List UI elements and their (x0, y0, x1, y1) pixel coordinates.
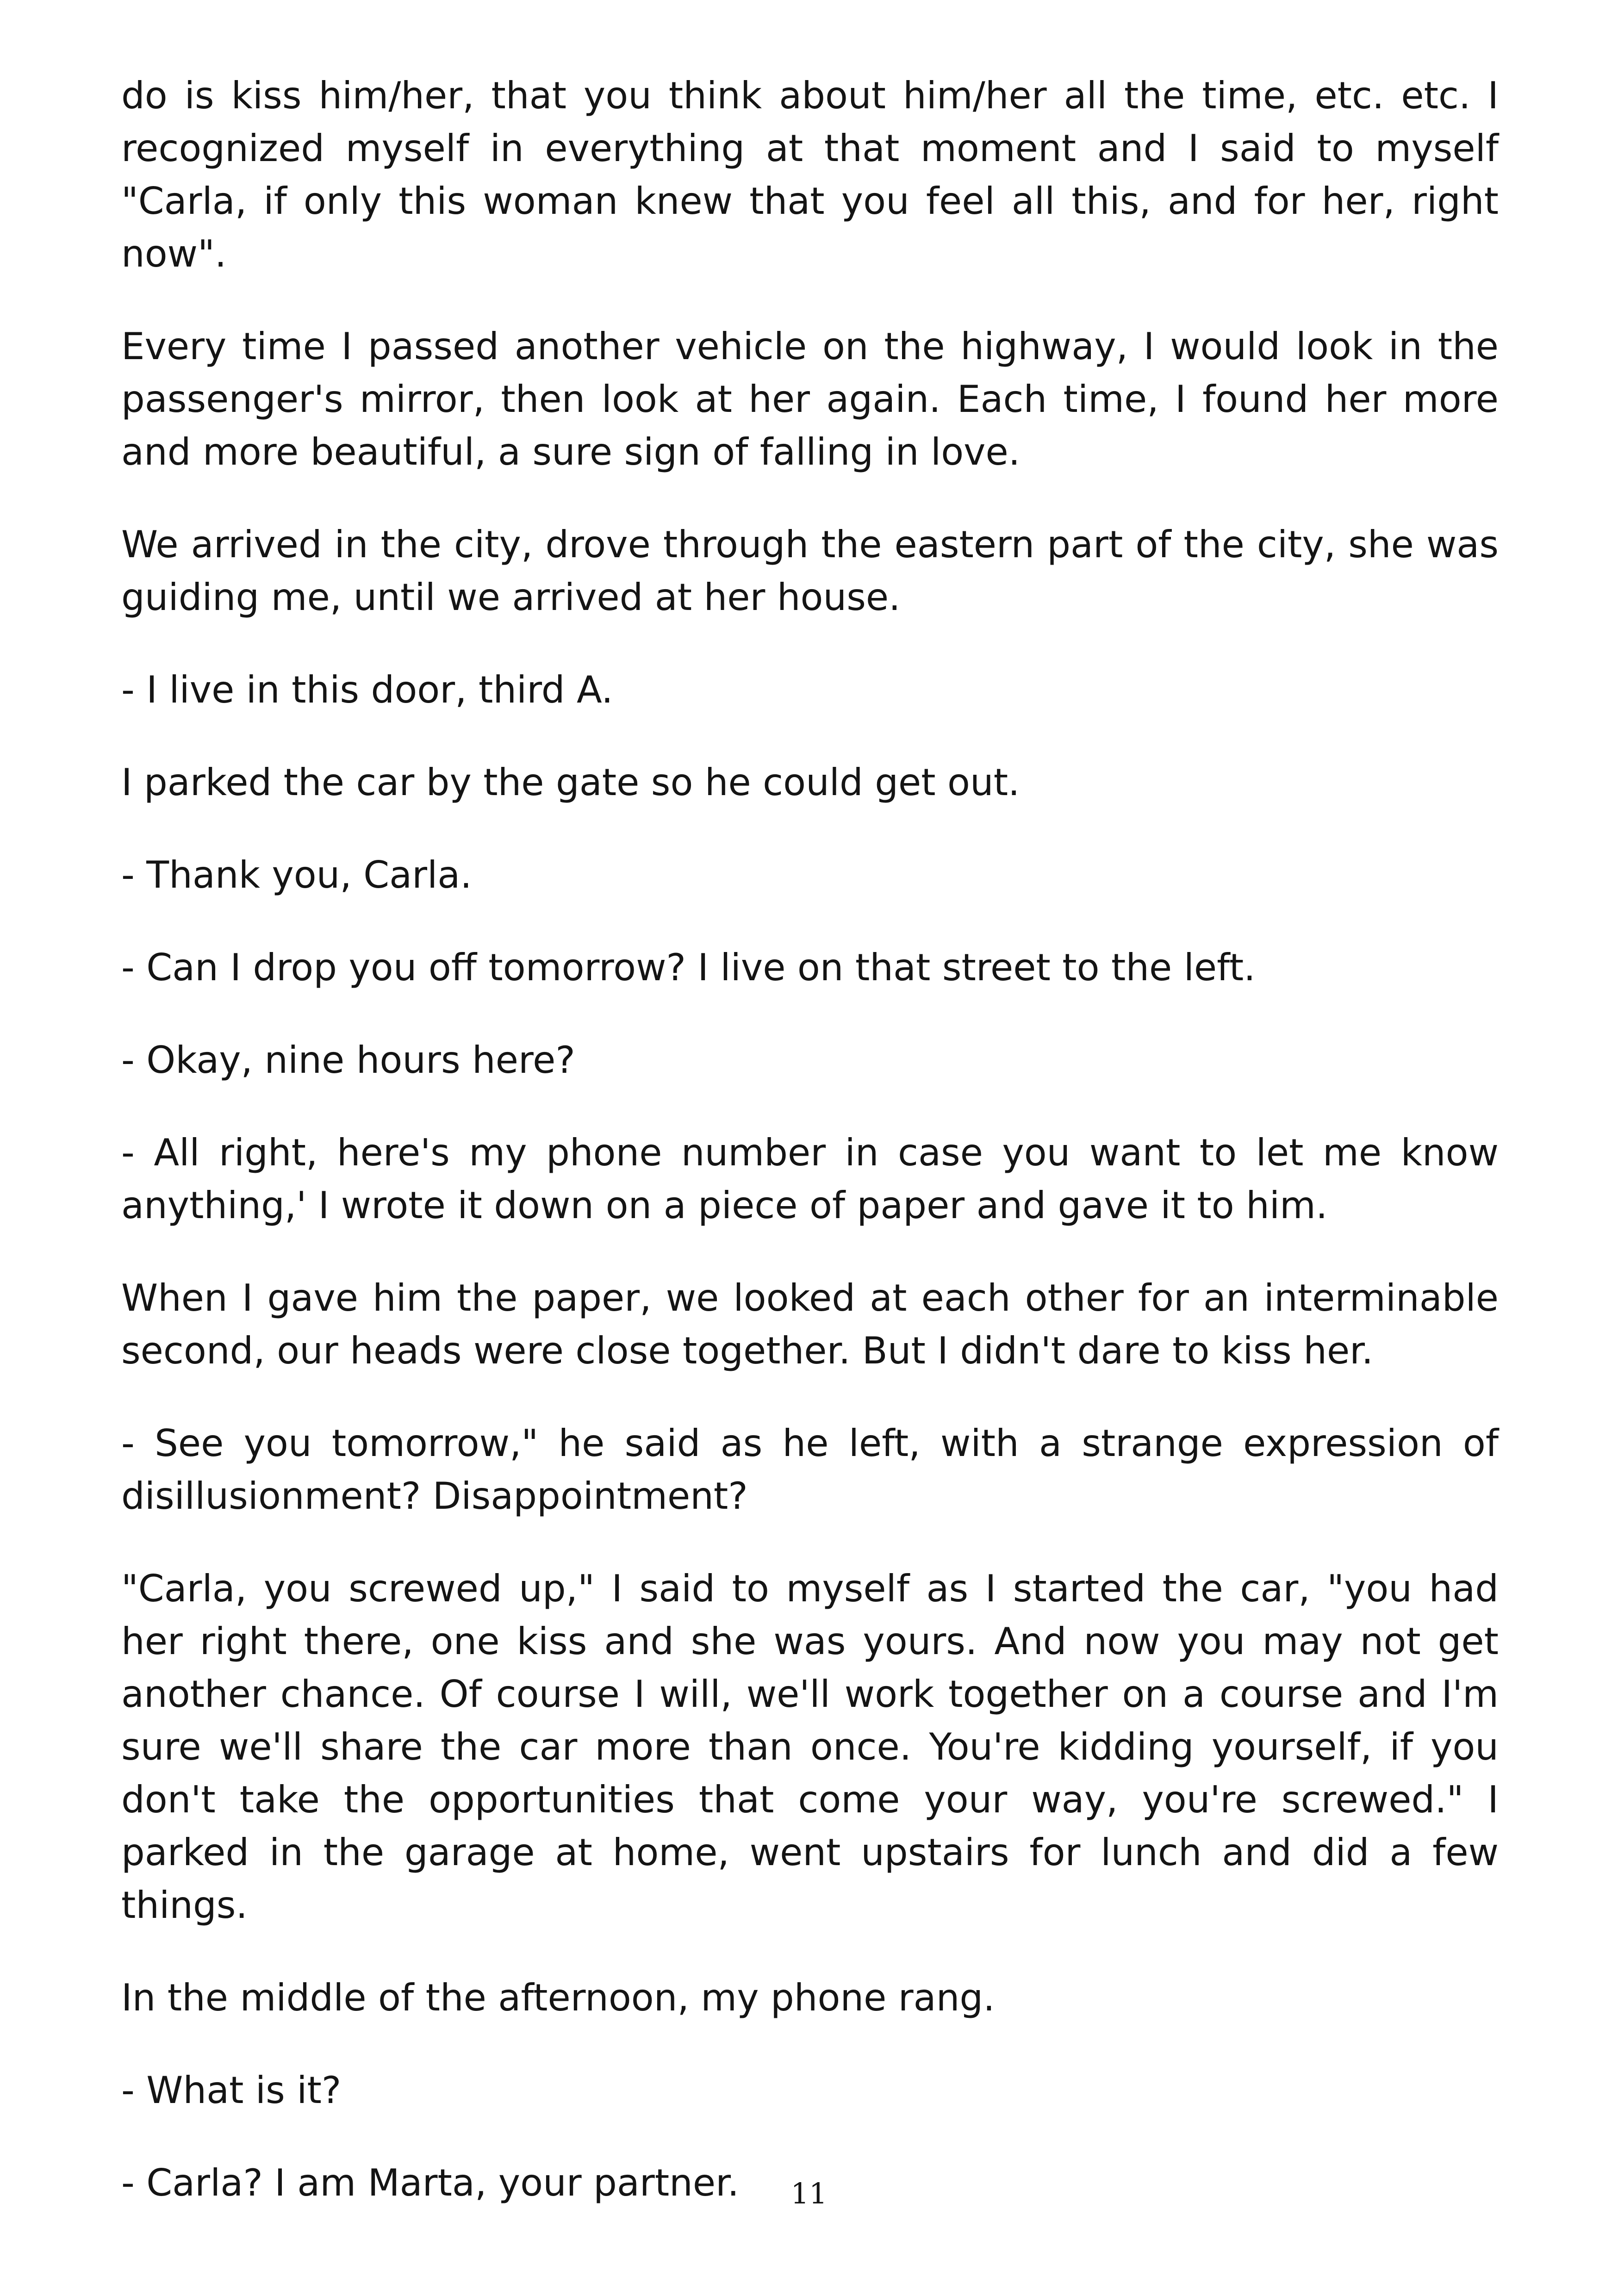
paragraph-2: Every time I passed another vehicle on the highway, I would look in the passenger's mirror, then look at her again. Each time, I found her more and more beautiful, a sure sign of falling in love. (121, 325, 1499, 473)
body-text (121, 69, 1499, 2249)
paragraph-11: - See you tomorrow," he said as he left, with a strange expression of disillusionment? Disappointment? (121, 1422, 1499, 1518)
paragraph-12: "Carla, you screwed up," I said to myself as I started the car, "you had her right there, one kiss and she was yours. And now you may not get another chance. Of course I will, we'll work together on a course and I'm sure we'll share the car more than once. You're kidding yourself, if you don't take the opportunities that come your way, you're screwed." I parked in the garage at home, went upstairs for lunch and did a few things. (121, 1567, 1499, 1927)
paragraph-5: I parked the car by the gate so he could get out. (121, 761, 1020, 804)
paragraph-6: - Thank you, Carla. (121, 853, 472, 896)
paragraph-7: - Can I drop you off tomorrow? I live on that street to the left. (121, 946, 1256, 989)
paragraph-14: - What is it? (121, 2069, 342, 2112)
paragraph-9: - All right, here's my phone number in case you want to let me know anything,' I wrote it down on a piece of paper and gave it to him. (121, 1131, 1499, 1227)
paragraph-3: We arrived in the city, drove through the eastern part of the city, she was guiding me, until we arrived at her house. (121, 523, 1499, 619)
page-number: 11 (790, 2177, 828, 2210)
paragraph-15: - Carla? I am Marta, your partner. (121, 2161, 740, 2204)
paragraph-8: - Okay, nine hours here? (121, 1039, 575, 1082)
paragraph-10: When I gave him the paper, we looked at each other for an interminable second, our heads were close together. But I didn't dare to kiss her. (121, 1276, 1499, 1372)
paragraph-4: - I live in this door, third A. (121, 668, 613, 711)
paragraph-1: do is kiss him/her, that you think about him/her all the time, etc. etc. I recognized myself in everything at that moment and I said to myself "Carla, if only this woman knew that you feel all this, and for her, right now". (121, 74, 1499, 275)
paragraph-13: In the middle of the afternoon, my phone rang. (121, 1976, 995, 2019)
